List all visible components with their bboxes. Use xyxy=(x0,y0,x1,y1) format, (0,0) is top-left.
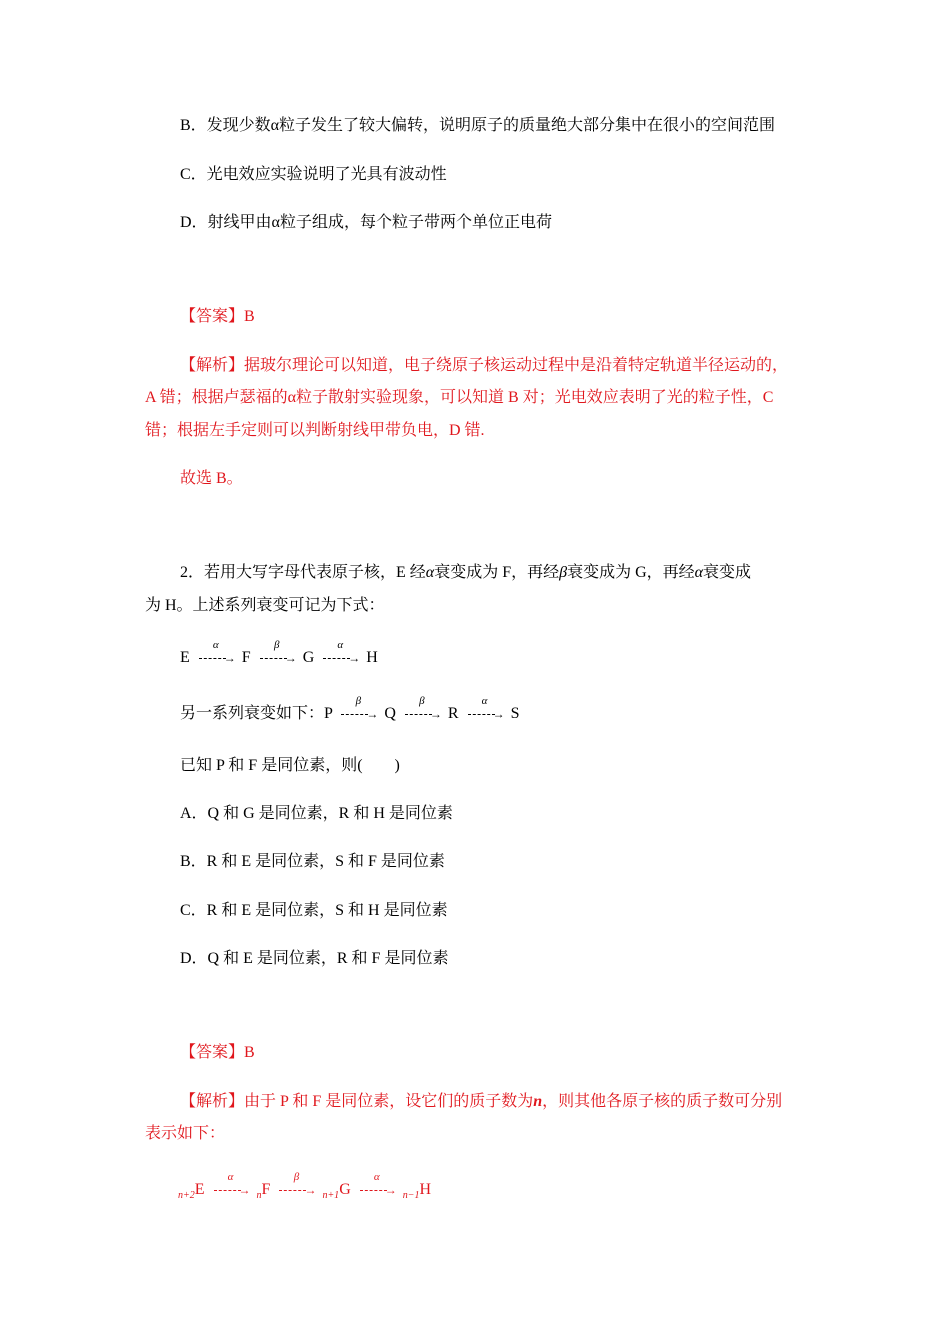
q1-option-c: C．光电效应实验说明了光具有波动性 xyxy=(180,166,447,183)
chain3-arrow-3-label: α xyxy=(373,1171,380,1183)
chain2-arrow-1 xyxy=(338,695,379,724)
q2-stem-alpha-2: α xyxy=(694,564,704,581)
arrow-head-icon: → xyxy=(284,651,297,665)
arrow-head-icon: → xyxy=(348,651,361,665)
q2-analysis-line2: 表示如下： xyxy=(145,1125,226,1142)
chain2-node-4: S xyxy=(510,705,520,722)
q2-analysis-line1 xyxy=(180,1092,782,1112)
q2-option-d: D．Q 和 E 是同位素，R 和 F 是同位素 xyxy=(180,950,449,967)
chain3-arrow-3 xyxy=(357,1171,397,1200)
chain2-arrow-2-label: β xyxy=(419,695,425,707)
q2-analysis-text1b: ，则其他各原子核的质子数可分别 xyxy=(542,1093,783,1110)
q2-option-a: A．Q 和 G 是同位素，R 和 H 是同位素 xyxy=(180,805,453,822)
q1-option-d: D．射线甲由α粒子组成，每个粒子带两个单位正电荷 xyxy=(180,214,552,231)
q1-answer xyxy=(180,307,255,327)
chain2-arrow-3 xyxy=(465,695,505,724)
q2-stem-part-b: 衰变成为 F，再经 xyxy=(434,564,560,581)
q2-stem-line2: 为 H。上述系列衰变可记为下式： xyxy=(145,597,385,614)
chain2-node-2: Q xyxy=(384,705,396,722)
chain1-node-1: E xyxy=(180,649,190,666)
q2-stem-part-c: 衰变成为 G，再经 xyxy=(567,564,695,581)
q2-stem-line1 xyxy=(180,563,751,583)
q2-decay-chain-2 xyxy=(180,695,520,724)
q2-option-c: C．R 和 E 是同位素，S 和 H 是同位素 xyxy=(180,902,448,919)
chain3-node-4: H xyxy=(419,1181,432,1198)
chain3-arrow-2 xyxy=(276,1171,317,1200)
arrow-head-icon: → xyxy=(384,1183,397,1197)
chain3-arrow-2-label: β xyxy=(293,1171,300,1183)
chain3-sub-1: n+2 xyxy=(178,1190,195,1201)
chain1-arrow-1 xyxy=(196,639,236,668)
chain3-sub-3: n+1 xyxy=(322,1190,340,1201)
arrow-head-icon: → xyxy=(223,651,236,665)
arrow-head-icon: → xyxy=(366,707,379,721)
chain1-node-3: G xyxy=(302,649,315,666)
q1-analysis-line1 xyxy=(180,356,788,376)
arrow-head-icon: → xyxy=(429,707,442,721)
chain3-node-3: G xyxy=(339,1181,351,1198)
q2-answer-value: B xyxy=(244,1044,255,1061)
q2-given: 已知 P 和 F 是同位素，则( ) xyxy=(180,757,400,774)
q2-decay-chain-3 xyxy=(178,1171,432,1206)
chain2-arrow-2 xyxy=(402,695,442,724)
chain1-node-4: H xyxy=(366,649,378,666)
q1-conclusion: 故选 B。 xyxy=(180,470,243,487)
chain2-node-1: P xyxy=(324,705,333,722)
arrow-head-icon: → xyxy=(238,1183,251,1197)
chain1-arrow-3-label: α xyxy=(337,639,344,651)
q1-analysis-text1: 据玻尔理论可以知道，电子绕原子核运动过程中是沿着特定轨道半径运动的， xyxy=(244,357,789,374)
q1-analysis-line2: A 错；根据卢瑟福的α粒子散射实验现象，可以知道 B 对；光电效应表明了光的粒子性，C xyxy=(145,389,774,406)
chain2-prefix: 另一系列衰变如下： xyxy=(180,705,325,722)
chain3-sub-4: n−1 xyxy=(402,1190,420,1201)
q1-answer-tag: 【答案】 xyxy=(180,308,245,325)
q2-analysis-tag: 【解析】 xyxy=(180,1093,245,1110)
chain2-arrow-3-label: α xyxy=(481,695,488,707)
q2-stem-alpha-1: α xyxy=(425,564,435,581)
arrow-head-icon: → xyxy=(492,707,505,721)
q2-analysis-n: n xyxy=(533,1093,543,1110)
q2-stem-part-a: 2．若用大写字母代表原子核，E 经 xyxy=(180,564,426,581)
q2-stem-beta: β xyxy=(559,564,568,581)
chain2-node-3: R xyxy=(447,705,459,722)
q2-analysis-text1a: 由于 P 和 F 是同位素，设它们的质子数为 xyxy=(244,1093,534,1110)
chain1-arrow-2-label: β xyxy=(273,639,280,651)
chain3-arrow-1-label: α xyxy=(227,1171,234,1183)
q1-answer-value: B xyxy=(244,308,255,325)
q1-analysis-tag: 【解析】 xyxy=(180,357,245,374)
chain1-arrow-2 xyxy=(257,639,297,668)
chain3-node-1: E xyxy=(194,1181,205,1198)
q2-decay-chain-1 xyxy=(180,639,378,668)
chain1-arrow-3 xyxy=(320,639,361,668)
chain3-arrow-1 xyxy=(211,1171,251,1200)
q1-option-b: B．发现少数α粒子发生了较大偏转，说明原子的质量绝大部分集中在很小的空间范围 xyxy=(180,117,776,134)
arrow-head-icon: → xyxy=(304,1183,317,1197)
q1-analysis-line3: 错；根据左手定则可以判断射线甲带负电，D 错. xyxy=(145,422,485,439)
q2-stem-part-d: 衰变成 xyxy=(703,564,752,581)
chain1-arrow-1-label: α xyxy=(212,639,219,651)
chain2-arrow-1-label: β xyxy=(355,695,362,707)
chain1-node-2: F xyxy=(241,649,251,666)
chain3-node-2: F xyxy=(261,1181,271,1198)
q2-answer xyxy=(180,1043,255,1063)
q2-option-b: B．R 和 E 是同位素，S 和 F 是同位素 xyxy=(180,853,445,870)
chain3-sub-2: n xyxy=(256,1190,262,1201)
q2-answer-tag: 【答案】 xyxy=(180,1044,245,1061)
